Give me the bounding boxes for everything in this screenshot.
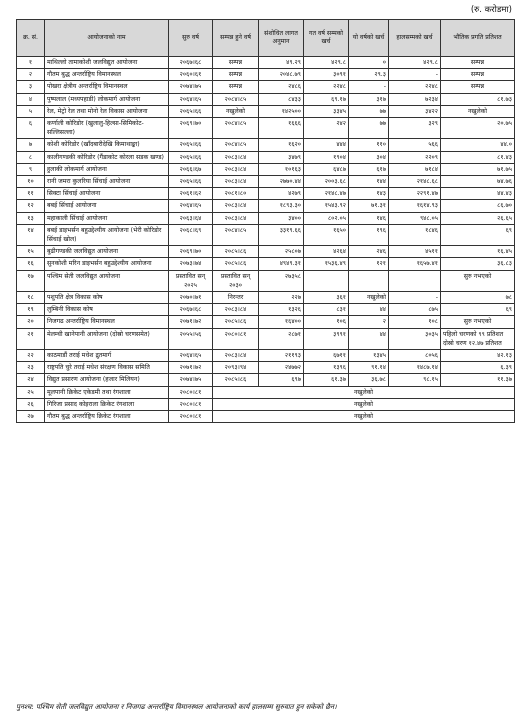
table-cell: ६४८७ [304,163,349,175]
table-cell: २०६६।६७ [169,163,213,175]
table-cell: ४२६४ [304,246,349,258]
table-cell: १० [17,176,45,188]
column-header: हालसम्मको खर्च [389,20,441,57]
table-cell: २२४८ [389,81,441,93]
table-cell: ३४२२ [389,105,441,117]
table-cell: सम्पन्न [441,57,515,69]
table-cell: ४२७९ [259,188,304,200]
table-cell: २०८३।८४ [213,163,259,175]
table-cell: २०५५।५६ [169,328,213,349]
table-cell: २०७१।७२ [169,316,213,328]
table-cell: ७४.७६ [441,176,515,188]
table-cell: १६५० [304,224,349,245]
table-cell: २४६ [349,246,389,258]
table-cell: २७७०.४४ [259,176,304,188]
table-cell: मेलम्ची खानेपानी आयोजना (दोस्रो चरणसमेत) [45,328,169,349]
table-cell: पशुपति क्षेत्र विकास कोष [45,292,169,304]
table-cell: २०६७।६८ [169,57,213,69]
table-cell: ४९४९.३१ [259,258,304,270]
table-cell: २०८३।८४ [213,304,259,316]
table-cell: ३०३५ [389,328,441,349]
table-row [17,386,515,398]
table-cell: ४४.४३ [441,188,515,200]
table-cell: ६ [17,118,45,139]
table-cell: ३९९१ [304,328,349,349]
table-cell: कालीगण्डकी कोरिडोर (गैंडाकोट कोरला सडक खण्ड) [45,151,169,163]
table-cell: २०६१।६२ [169,188,213,200]
table-cell: २०६८।६९ [169,224,213,245]
table-cell: गिरिजा प्रसाद कोइराला क्रिकेट रंगशाला [45,398,169,410]
table-cell: सम्पन्न [441,69,515,81]
table-cell: प्रस्तावित सन् २०२५ [169,270,213,291]
table-cell: २०६९।७० [169,118,213,139]
table-cell: ७१.३१ [349,200,389,212]
table-cell: १६२० [259,139,304,151]
table-cell: नखुलेको [213,411,515,423]
table-cell: २८७१ [259,328,304,349]
table-cell: ५६६ [389,139,441,151]
table-cell: गौतम बुद्ध अन्तर्राष्ट्रिय क्रिकेट रंगशाला [45,411,169,423]
table-cell: २०८१।८० [213,188,259,200]
table-cell: ३३१९.६६ [259,224,304,245]
table-cell: राष्ट्रपति चुरे तराई मधेश संरक्षण विकास समिति [45,362,169,374]
table-cell: ३०९१ [304,69,349,81]
table-cell: ४२९.८ [304,57,349,69]
table-cell: ४४ [349,328,389,349]
table-cell: ९१.१४ [349,362,389,374]
table-cell [349,270,389,291]
table-row [17,151,515,163]
table-cell: २०६७।६८ [169,304,213,316]
table-cell: २०८०।८१ [169,386,213,398]
table-cell: २०८३।८४ [213,151,259,163]
table-cell: ६७११ [304,350,349,362]
table-cell: २५८०७ [259,246,304,258]
table-cell: २०८३।८४ [213,350,259,362]
table-cell: ३६.७८ [349,374,389,386]
table-cell: निरन्तर [213,292,259,304]
table-cell: २०६३।६४ [169,212,213,224]
table-cell: ४४ [349,304,389,316]
projects-table [16,19,515,423]
column-header: गत वर्ष सम्मको खर्च [304,20,349,57]
table-cell: १०१६३ [259,163,304,175]
table-cell: २०६५।६६ [169,176,213,188]
table-cell: १७ [17,270,45,291]
table-cell: नखुलेको [441,105,515,117]
table-cell: ८०२.०५ [304,212,349,224]
table-cell: २०४८.७९ [259,69,304,81]
table-cell: २०६४।६५ [169,200,213,212]
table-cell: २०६९।७० [169,246,213,258]
table-cell: २४७७२ [259,362,304,374]
table-cell: - [389,69,441,81]
table-row [17,411,515,423]
table-cell: - [349,81,389,93]
table-cell: ४ [17,93,45,105]
table-cell: २२०९ [389,151,441,163]
table-cell: १४३ [349,188,389,200]
table-cell: २०८५।८६ [213,316,259,328]
table-cell: ३६.८३ [441,258,515,270]
table-cell: प्रस्तावित सन् २०३० [213,270,259,291]
table-cell: ० [349,57,389,69]
table-cell: - [389,292,441,304]
table-cell: २४८६ [259,81,304,93]
table-cell: २०७४।७५ [169,81,213,93]
table-cell: ३४७९ [259,151,304,163]
table-cell: २ [349,316,389,328]
table-cell: ३४०० [259,212,304,224]
table-cell: २० [17,316,45,328]
table-cell: ८३१ [304,304,349,316]
table-cell: २४२ [304,118,349,139]
table-cell: निजगढ अन्तर्राष्ट्रिय विमानस्थल [45,316,169,328]
table-cell: कोशी कोरिडोर (खाँदबारीदेखि किमाथाङ्का) [45,139,169,151]
table-cell: पहिलो चरणको ९९ प्रतिशत दोस्रो चरण १२.४७ प्रतिशत [441,328,515,349]
table-cell: ८१.४३ [441,151,515,163]
table-cell: ३ [17,81,45,93]
table-cell: ३२९ [389,118,441,139]
table-row [17,105,515,117]
table-row [17,350,515,362]
table-cell: ३१७ [349,93,389,105]
table-cell: १०६ [304,316,349,328]
table-cell: २०८४।८५ [213,93,259,105]
table-cell: १५३६.४९ [304,258,349,270]
table-cell: १ [17,57,45,69]
table-cell: २०८५।८६ [213,374,259,386]
table-cell: २५ [17,386,45,398]
table-cell: ७७ [349,118,389,139]
table-cell: मूलपानी क्रिकेट एकेडमी तथा रंगशाला [45,386,169,398]
table-cell: २६.६५ [441,212,515,224]
table-cell: १४४ [349,176,389,188]
table-cell: २४ [17,374,45,386]
table-cell: सुरु नभएको [441,316,515,328]
table-cell: ८७५ [389,304,441,316]
table-cell: १९ [17,304,45,316]
table-cell: २०६५।६६ [169,139,213,151]
table-row [17,362,515,374]
table-row [17,176,515,188]
table-cell: २०८४।८५ [213,139,259,151]
table-cell: २०६०।६१ [169,69,213,81]
table-cell: २६ [17,398,45,410]
table-cell: २०८०।८१ [213,328,259,349]
table-cell: १८९३.३० [259,200,304,212]
table-cell: ७८ [441,292,515,304]
table-cell: ४२.१३ [441,350,515,362]
table-cell: हुलाकी लोकमार्ग आयोजना [45,163,169,175]
column-header: संशोधित लागत अनुमान [259,20,304,57]
table-cell: सुनकोशी मरिन डाइभर्सन बहुउद्देश्यीय आयोजना [45,258,169,270]
table-cell: २०७४।७५ [169,374,213,386]
table-cell: नखुलेको [213,398,515,410]
table-cell: २२४८ [304,81,349,93]
table-cell: २३ [17,362,45,374]
table-row [17,258,515,270]
table-cell: सम्पन्न [213,69,259,81]
table-cell: रेल, मेट्रो रेल तथा मोनो रेल विकास आयोजना [45,105,169,117]
table-cell: २०७०।७१ [169,292,213,304]
table-cell: लुम्बिनी विकास कोष [45,304,169,316]
table-row [17,212,515,224]
table-cell: ४९.२९ [259,57,304,69]
table-cell: ३३४५ [304,105,349,117]
table-cell: १३४५ [349,350,389,362]
table-cell: ४४.० [441,139,515,151]
table-cell: ७७ [349,105,389,117]
table-cell: सम्पन्न [441,81,515,93]
table-cell: ६९७ [259,374,304,386]
table-cell: ३०४ [349,151,389,163]
table-cell: ८६.७० [441,200,515,212]
table-cell: १४२५०० [259,105,304,117]
table-cell: कर्णाली कोरिडोर (खुलालु-हिल्सा-सिमिकोट-सल्लिसल्ला) [45,118,169,139]
table-cell: ९८.१५ [389,374,441,386]
table-cell: ८१.७३ [441,93,515,105]
column-header: यो वर्षको खर्च [349,20,389,57]
column-header: क्र. सं. [17,20,45,57]
table-cell: नखुलेको [349,292,389,304]
table-cell: १३९६ [304,362,349,374]
table-row [17,81,515,93]
table-cell: १४६ [349,212,389,224]
table-cell: ८ [17,151,45,163]
table-cell: २०६४।६५ [169,93,213,105]
table-row [17,139,515,151]
table-cell: १६६६ [259,118,304,139]
table-row [17,118,515,139]
table-row [17,93,515,105]
table-cell: ११ [17,188,45,200]
currency-unit: (रु. करोडमा) [470,5,512,15]
table-cell: १९०४ [304,151,349,163]
table-row [17,398,515,410]
table-cell: १३ [17,212,45,224]
table-row [17,188,515,200]
table-row [17,246,515,258]
table-cell: २२९१.४७ [389,188,441,200]
table-cell: २०८५।८६ [213,258,259,270]
table-cell: १४८७.१४ [389,362,441,374]
table-cell: २०६५।६६ [169,105,213,117]
table-cell: २०८४।८५ [213,224,259,245]
table-cell: २११९३ [259,350,304,362]
table-cell: माथिल्लो तामाकोशी जलविद्युत आयोजना [45,57,169,69]
table-cell: ३६१ [304,292,349,304]
table-cell: १२ [17,200,45,212]
table-cell: १६४०० [259,316,304,328]
table-cell: २०७३।७४ [169,258,213,270]
table-cell: ८४३३ [259,93,304,105]
table-cell: ६१७ [349,163,389,175]
table-cell: २०८०।८१ [169,398,213,410]
table-cell: ९ [17,163,45,175]
table-cell: ६.३९ [441,362,515,374]
table-cell: १६ [17,258,45,270]
table-cell: ४४४ [304,139,349,151]
table-cell: नखुलेको [213,105,259,117]
table-cell: २०६५।६६ [169,151,213,163]
table-cell: सिक्टा सिंचाई आयोजना [45,188,169,200]
table-cell: ५ [17,105,45,117]
table-cell: ६९ [441,224,515,245]
table-cell: ११.३७ [441,374,515,386]
table-cell: ४५११ [389,246,441,258]
column-header: सम्पन्न हुने वर्ष [213,20,259,57]
table-cell: २०७१।७२ [169,362,213,374]
table-cell: ७१८४ [389,163,441,175]
table-cell: बबई डाइभर्सन बहुउद्देश्यीय आयोजना (भेरी कोरिडोर सिंचाई खोल) [45,224,169,245]
table-cell [389,270,441,291]
table-row [17,292,515,304]
table-cell: २ [17,69,45,81]
table-cell: १६५७.४१ [389,258,441,270]
column-header: सुरु वर्ष [169,20,213,57]
table-cell: २०८३।८४ [213,176,259,188]
table-body [17,57,515,423]
column-header: भौतिक प्रगति प्रतिशत [441,20,515,57]
table-cell: २०.७५ [441,118,515,139]
table-cell: ७१.७५ [441,163,515,175]
table-cell: बबई सिंचाई आयोजना [45,200,169,212]
table-cell: पश्चिम सेती जलविद्युत आयोजना [45,270,169,291]
table-cell: सुरु नभएको [441,270,515,291]
table-row [17,224,515,245]
table-cell: १८ [17,292,45,304]
table-row [17,57,515,69]
table-row [17,316,515,328]
table-cell: ६९ [441,304,515,316]
table-cell: ९४८.०५ [389,212,441,224]
table-cell: १४ [17,224,45,245]
table-cell: ७२३४ [389,93,441,105]
table-cell: २१४८.४७ [304,188,349,200]
table-cell: २०८४।८५ [213,118,259,139]
table-cell: १३२६ [259,304,304,316]
table-cell: १२१ [349,258,389,270]
table-cell: २१ [17,328,45,349]
table-cell: २०८३।८४ [213,212,259,224]
header-row [17,20,515,57]
table-cell: गौतम बुद्ध अन्तर्राष्ट्रिय विमानस्थल [45,69,169,81]
table-cell: पोखरा क्षेत्रीय अन्तर्राष्ट्रिय विमानस्थल [45,81,169,93]
table-cell: २२ [17,350,45,362]
table-cell: नखुलेको [213,386,515,398]
table-cell: ६९.१७ [304,93,349,105]
table-row [17,200,515,212]
table-cell: रानी जमरा कुलरिया सिंचाई आयोजना [45,176,169,188]
table-cell: १६.४५ [441,246,515,258]
table-cell: पुष्पलाल (मध्यपहाडी) लोकमार्ग आयोजना [45,93,169,105]
table-row [17,328,515,349]
table-row [17,304,515,316]
table-cell: २९.३ [349,69,389,81]
table-cell: सम्पन्न [213,81,259,93]
table-cell: ४२९.८ [389,57,441,69]
table-cell: १०८ [389,316,441,328]
table-row [17,270,515,291]
table-cell: २२७ [259,292,304,304]
table-cell: विद्युत प्रसारण आयोजना (हजार मिलियन) [45,374,169,386]
table-cell: २७ [17,411,45,423]
table-cell: ७ [17,139,45,151]
table-cell: बुढीगण्डकी जलविद्युत आयोजना [45,246,169,258]
table-row [17,69,515,81]
table-cell: १९६ [349,224,389,245]
table-cell: महाकाली सिंचाई आयोजना [45,212,169,224]
table-cell: ८०५६ [389,350,441,362]
table-cell: २०८५।८६ [213,246,259,258]
table-cell: २०८०।८१ [169,411,213,423]
table-cell: काठमाडौं तराई मधेश द्रुतमार्ग [45,350,169,362]
table-cell: ६१.३७ [304,374,349,386]
column-header: आयोजनाको नाम [45,20,169,57]
table-row [17,374,515,386]
table-cell: सम्पन्न [213,57,259,69]
table-cell: २१४८.६८ [389,176,441,188]
table-cell: २७३५८ [259,270,304,291]
table-cell: २००३.६८ [304,176,349,188]
table-cell: १५ [17,246,45,258]
table-cell: १८४६ [389,224,441,245]
table-cell: २०८३।८४ [213,200,259,212]
table-cell: २०९३।९४ [213,362,259,374]
footnote: पुनश्च: पश्चिम सेती जलविद्युत आयोजना र निजगढ अन्तर्राष्ट्रिय विमानस्थल आयोजनाको कार्य हालसम्म सुरुवात हुन सकेको छैन। [16,703,337,711]
table-cell: २०६४।६५ [169,350,213,362]
table-cell [304,270,349,291]
table-cell: १५४३.९२ [304,200,349,212]
table-row [17,163,515,175]
table-cell: ११० [349,139,389,151]
table-cell: १६१४.९३ [389,200,441,212]
